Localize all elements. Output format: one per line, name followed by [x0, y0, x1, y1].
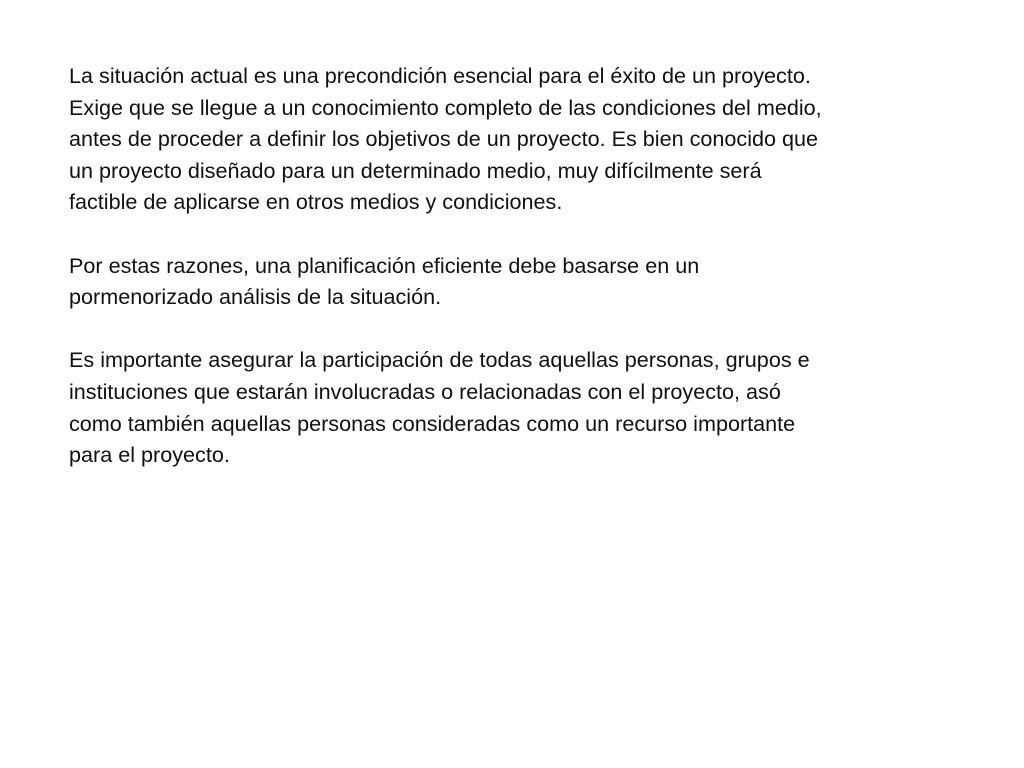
body-text — [69, 60, 969, 471]
text-line: pormenorizado análisis de la situación. — [69, 284, 442, 310]
text-line: instituciones que estarán involucradas o relacionadas con el proyecto, asó — [69, 378, 781, 404]
text-line: antes de proceder a definir los objetivos de un proyecto. Es bien conocido que — [69, 126, 819, 152]
text-line: Exige que se llegue a un conocimiento completo de las condiciones del medio, — [69, 94, 822, 120]
paragraph-planificacion — [69, 250, 969, 313]
text-line: un proyecto diseñado para un determinado medio, muy difícilmente será — [69, 157, 762, 183]
paragraph-situacion-actual — [69, 60, 969, 218]
text-line: Por estas razones, una planificación eficiente debe basarse en un — [69, 252, 700, 278]
text-line: Es importante asegurar la participación de todas aquellas personas, grupos e — [69, 347, 810, 373]
text-line: para el proyecto. — [69, 442, 230, 468]
paragraph-participacion — [69, 344, 969, 470]
text-line: La situación actual es una precondición esencial para el éxito de un proyecto. — [69, 63, 811, 88]
text-line: factible de aplicarse en otros medios y condiciones. — [69, 189, 563, 215]
text-line: como también aquellas personas consideradas como un recurso importante — [69, 410, 796, 436]
